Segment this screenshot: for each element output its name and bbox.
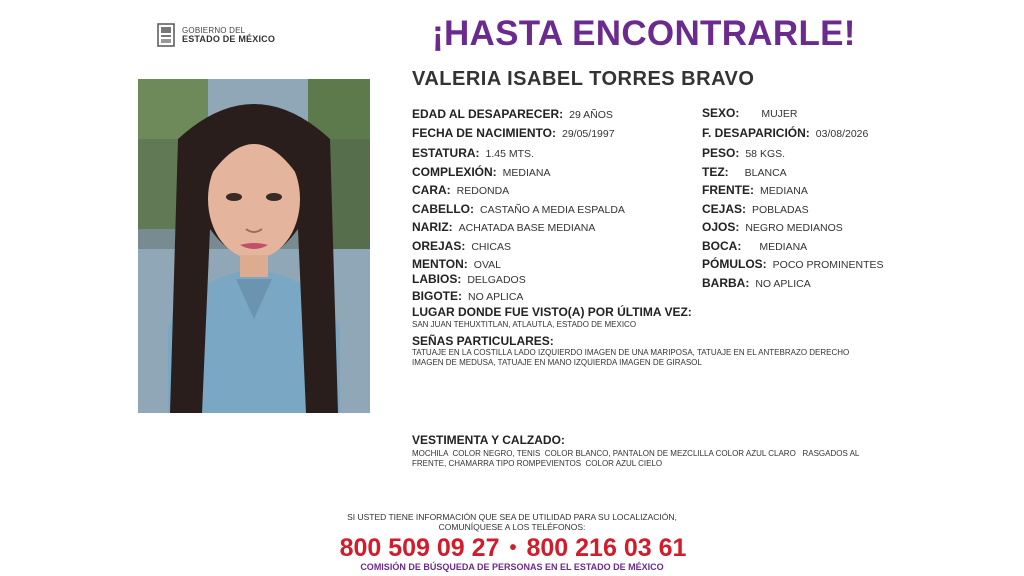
field-value: CHICAS bbox=[471, 241, 512, 253]
field-eyebrows bbox=[702, 202, 809, 216]
last-seen-title: LUGAR DONDE FUE VISTO(A) POR ÚLTIMA VEZ: bbox=[412, 305, 692, 319]
field-label: MENTON: bbox=[412, 257, 468, 271]
field-value: CASTAÑO A MEDIA ESPALDA bbox=[480, 204, 625, 216]
person-name: VALERIA ISABEL TORRES BRAVO bbox=[412, 68, 755, 90]
field-label: EDAD AL DESAPARECER: bbox=[412, 107, 564, 121]
clothing-line-1: MOCHILA COLOR NEGRO, TENIS COLOR BLANCO, PANTALON DE MEZCLILLA COLOR AZUL CLARO RASGADOS AL bbox=[412, 449, 860, 458]
field-value: 1.45 MTS. bbox=[485, 148, 534, 160]
field-value: ACHATADA BASE MEDIANA bbox=[458, 222, 596, 234]
field-value: MEDIANA bbox=[759, 241, 808, 253]
headline: ¡HASTA ENCONTRARLE! bbox=[432, 14, 856, 53]
contact-note bbox=[300, 512, 724, 532]
field-birthdate bbox=[412, 126, 615, 140]
field-label: BIGOTE: bbox=[412, 289, 462, 303]
contact-note-line-1: SI USTED TIENE INFORMACIÓN QUE SEA DE UTILIDAD PARA SU LOCALIZACIÓN, bbox=[347, 512, 677, 522]
field-disappearance-date bbox=[702, 126, 868, 140]
field-value: MUJER bbox=[761, 108, 798, 120]
logo-line-1: GOBIERNO DEL bbox=[182, 26, 246, 35]
field-value: 03/08/2026 bbox=[815, 128, 869, 140]
field-value: POCO PROMINENTES bbox=[772, 259, 884, 271]
field-lips bbox=[412, 272, 526, 286]
field-value: DELGADOS bbox=[467, 274, 526, 286]
field-value: 29/05/1997 bbox=[562, 128, 615, 140]
phone-numbers bbox=[298, 534, 728, 563]
contact-note-line-2: COMUNÍQUESE A LOS TELÉFONOS: bbox=[438, 522, 586, 532]
state-emblem-icon bbox=[156, 22, 176, 48]
field-eyes bbox=[702, 220, 843, 234]
marks-line-2: IMAGEN DE MEDUSA, TATUAJE EN MANO IZQUIERDA IMAGEN DE GIRASOL bbox=[412, 358, 702, 367]
field-forehead bbox=[702, 183, 808, 197]
field-face bbox=[412, 183, 509, 197]
field-ears bbox=[412, 239, 511, 253]
field-label: TEZ: bbox=[702, 165, 729, 179]
field-label: COMPLEXIÓN: bbox=[412, 165, 497, 179]
field-label: OREJAS: bbox=[412, 239, 466, 253]
field-value: REDONDA bbox=[456, 185, 510, 197]
marks-title: SEÑAS PARTICULARES: bbox=[412, 334, 554, 348]
field-label: CEJAS: bbox=[702, 202, 747, 216]
field-label: PÓMULOS: bbox=[702, 257, 767, 271]
field-value: MEDIANA bbox=[760, 185, 808, 197]
phone-separator: • bbox=[509, 537, 517, 559]
last-seen-text: SAN JUAN TEHUXTITLAN, ATLAUTLA, ESTADO DE MEXICO bbox=[412, 320, 637, 329]
clothing-line-2: FRENTE, CHAMARRA TIPO ROMPEVIENTOS COLOR AZUL CIELO bbox=[412, 459, 663, 468]
field-label: ESTATURA: bbox=[412, 146, 480, 160]
field-label: PESO: bbox=[702, 146, 740, 160]
field-sex bbox=[702, 106, 798, 120]
field-value: NO APLICA bbox=[755, 278, 811, 290]
government-logo bbox=[156, 22, 275, 48]
field-beard bbox=[702, 276, 811, 290]
field-label: FRENTE: bbox=[702, 183, 754, 197]
field-label: OJOS: bbox=[702, 220, 740, 234]
logo-line-2: ESTADO DE MÉXICO bbox=[182, 34, 276, 44]
field-value: NO APLICA bbox=[468, 291, 524, 303]
phone-number-1[interactable]: 800 509 09 27 bbox=[339, 534, 500, 562]
clothing-title: VESTIMENTA Y CALZADO: bbox=[412, 433, 565, 447]
field-value: 29 AÑOS bbox=[569, 109, 613, 121]
field-label: FECHA DE NACIMIENTO: bbox=[412, 126, 556, 140]
field-value: MEDIANA bbox=[502, 167, 551, 179]
field-label: BARBA: bbox=[702, 276, 750, 290]
missing-person-photo bbox=[138, 79, 370, 413]
field-chin bbox=[412, 257, 501, 271]
field-weight bbox=[702, 146, 785, 160]
field-value: BLANCA bbox=[744, 167, 787, 179]
field-label: SEXO: bbox=[702, 106, 740, 120]
phone-number-2[interactable]: 800 216 03 61 bbox=[526, 534, 687, 562]
field-value: OVAL bbox=[473, 259, 502, 271]
field-build bbox=[412, 165, 551, 179]
agency-name: COMISIÓN DE BÚSQUEDA DE PERSONAS EN EL ESTADO DE MÉXICO bbox=[360, 562, 664, 572]
field-value: 58 KGS. bbox=[745, 148, 786, 160]
field-label: LABIOS: bbox=[412, 272, 462, 286]
field-value: POBLADAS bbox=[752, 204, 809, 216]
field-complexion bbox=[702, 165, 787, 179]
field-label: CARA: bbox=[412, 183, 451, 197]
field-label: F. DESAPARICIÓN: bbox=[702, 126, 810, 140]
field-age bbox=[412, 107, 613, 121]
marks-line-1: TATUAJE EN LA COSTILLA LADO IZQUIERDO IMAGEN DE UNA MARIPOSA, TATUAJE EN EL ANTEBRAZO DERECHO bbox=[412, 348, 850, 357]
field-mouth bbox=[702, 239, 807, 253]
field-mustache bbox=[412, 289, 523, 303]
field-nose bbox=[412, 220, 595, 234]
field-height bbox=[412, 146, 534, 160]
field-label: NARIZ: bbox=[412, 220, 453, 234]
field-label: BOCA: bbox=[702, 239, 742, 253]
field-hair bbox=[412, 202, 625, 216]
field-cheekbones bbox=[702, 257, 884, 271]
field-label: CABELLO: bbox=[412, 202, 474, 216]
field-value: NEGRO MEDIANOS bbox=[745, 222, 843, 234]
